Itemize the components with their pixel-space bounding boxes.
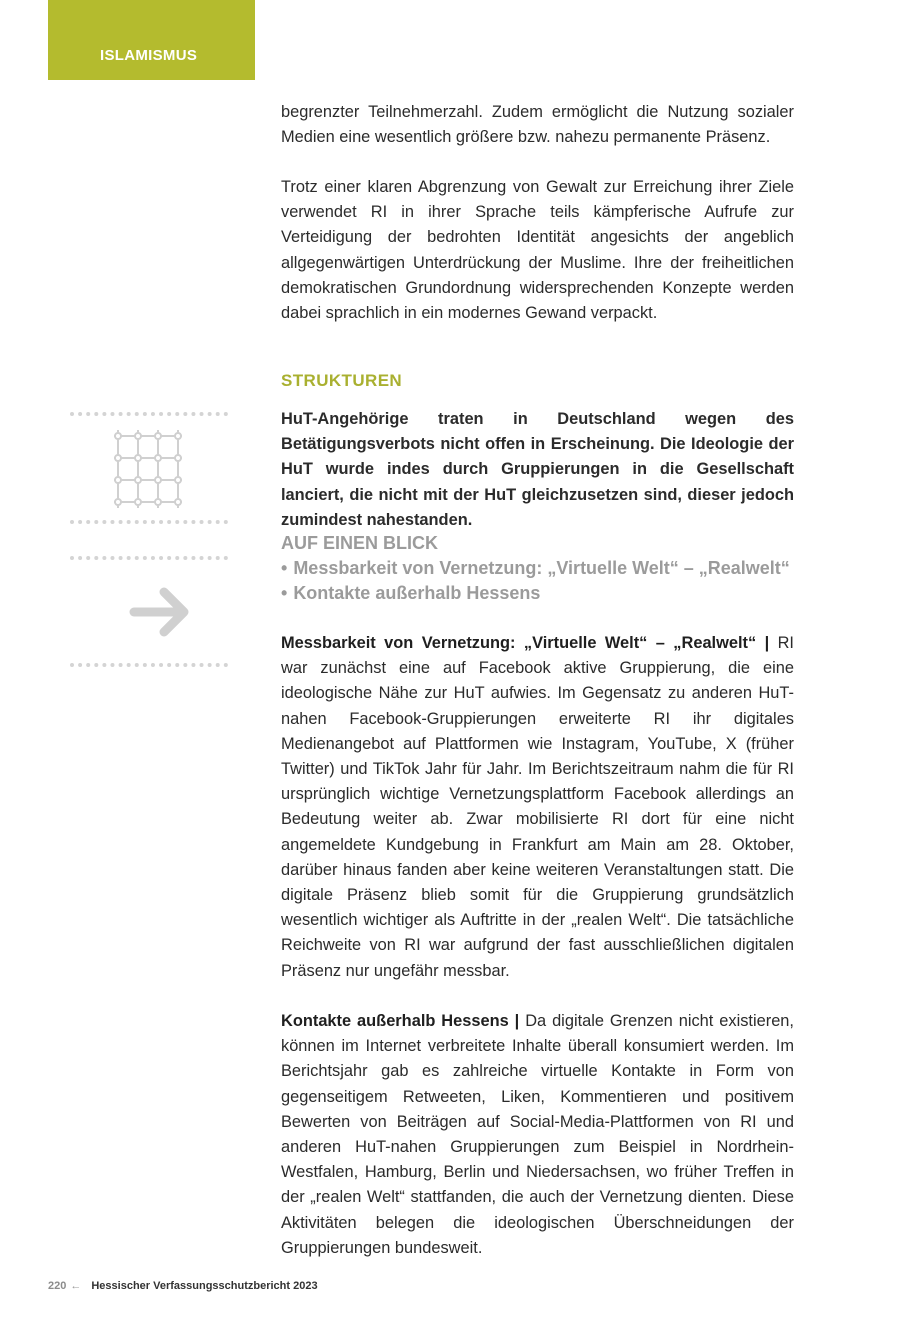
arrow-right-icon (128, 586, 192, 638)
section-networking-title: Messbarkeit von Vernetzung: „Virtuelle Welt“ – „Realwelt“ | (281, 634, 770, 652)
paragraph-2-text: Trotz einer klaren Abgrenzung von Gewalt zur Erreichung ihrer Ziele verwendet RI in ihrer Sprache teils kämpferische Aufrufe zur Verteidigung der bedrohten Identität angesichts der angeblich allgegenwärtigen Unterdrückung der Muslime. Ihre der freiheitlichen demokratischen Grundordnung widersprechenden Konzepte werden dabei sprachlich in ein modernes Gewand verpackt. (281, 178, 794, 323)
at-a-glance-box (281, 530, 790, 606)
arrow-left-icon: ← (70, 1280, 82, 1292)
at-a-glance-item-text: Messbarkeit von Vernetzung: „Virtuelle Welt“ – „Realwelt“ (293, 558, 790, 578)
paragraph-2 (281, 175, 794, 326)
section-networking-text (281, 631, 794, 984)
at-a-glance-item-text: Kontakte außerhalb Hessens (293, 583, 541, 603)
at-a-glance-title: AUF EINEN BLICK (281, 533, 438, 553)
structures-heading: STRUKTUREN (281, 371, 403, 390)
publication-title: Hessischer Verfassungsschutzbericht 2023 (91, 1280, 318, 1292)
section-tab (48, 0, 255, 80)
section-contacts (281, 1009, 794, 1261)
dotted-divider (70, 556, 228, 560)
paragraph-1-text: begrenzter Teilnehmerzahl. Zudem ermöglicht die Nutzung sozialer Medien eine wesentlich größere bzw. nahezu permanente Präsenz. (281, 103, 794, 147)
section-contacts-title: Kontakte außerhalb Hessens | (281, 1012, 520, 1030)
at-a-glance-item (281, 556, 790, 581)
page-number: 220 (48, 1280, 67, 1292)
at-a-glance-item (281, 581, 790, 606)
section-networking-body: RI war zunächst eine auf Facebook aktive Gruppierung, die eine ideologische Nähe zur HuT aufwies. Im Gegensatz zu anderen HuT-nahen Facebook-Gruppierungen erweiterte RI ihr digitales Medienangebot auf Plattformen wie Instagram, YouTube, X (früher Twitter) und TikTok Jahr für Jahr. Im Berichtszeitraum nahm die für RI ursprünglich wichtige Vernetzungsplattform Facebook allerdings an Bedeutung weiter ab. Zwar mobilisierte RI dort für eine nicht angemeldete Kundgebung in Frankfurt am Main am 28. Oktober, darüber hinaus fanden aber keine weiteren Veranstaltungen statt. Die digitale Präsenz blieb somit für die Gruppierung grundsätzlich wesentlich wichtiger als Auftritte in der „realen Welt“. Die tatsächliche Reichweite von RI war aufgrund der fast ausschließlichen digitalen Präsenz nur ungefähr messbar. (281, 634, 794, 980)
structures-lead-text: HuT-Angehörige traten in Deutschland wegen des Betätigungsverbots nicht offen in Erscheinung. Die Ideologie der HuT wurde indes durch Gruppierungen in die Gesellschaft lanciert, die nicht mit der HuT gleichzusetzen sind, dieser jedoch zumindest nahestanden. (281, 410, 794, 529)
paragraph-1 (281, 100, 794, 150)
bullet-icon: • (281, 583, 288, 603)
footer (48, 1280, 318, 1292)
section-contacts-body: Da digitale Grenzen nicht existieren, können im Internet verbreitete Inhalte überall konsumiert werden. Im Berichtsjahr gab es zahlreiche virtuelle Kontakte in Form von gegenseitigem Retweeten, Liken, Kommentieren und positivem Bewerten von Beiträgen auf Social-Media-Plattformen von RI und anderen HuT-nahen Gruppierungen zum Beispiel in Nordrhein-Westfalen, Hamburg, Berlin und Niedersachsen, wo früher Treffen in der „realen Welt“ stattfanden, die auch der Vernetzung dienten. Diese Aktivitäten belegen die ideologischen Überschneidungen der Gruppierungen bundesweit. (281, 1012, 794, 1257)
bullet-icon: • (281, 558, 288, 578)
section-networking (281, 631, 794, 984)
at-a-glance-list (281, 556, 790, 606)
dotted-divider (70, 520, 228, 524)
section-label: ISLAMISMUS (100, 47, 198, 64)
dotted-divider (70, 412, 228, 416)
dotted-divider (70, 663, 228, 667)
structures-lead (281, 407, 794, 533)
network-grid-icon (108, 428, 188, 512)
section-contacts-text (281, 1009, 794, 1261)
